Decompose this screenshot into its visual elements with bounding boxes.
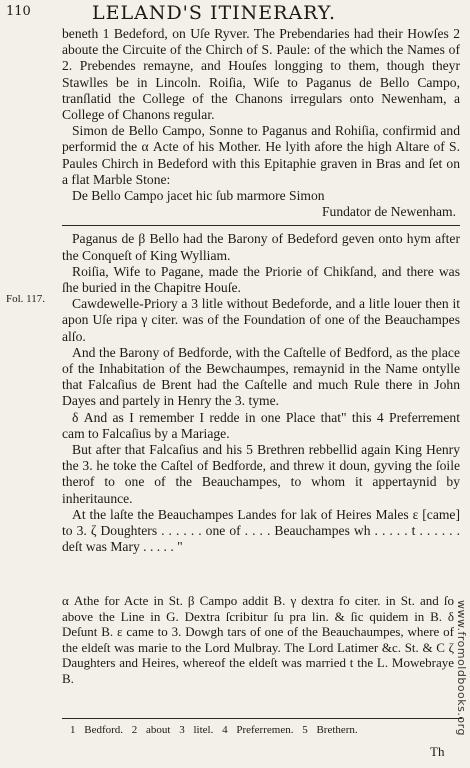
section-divider <box>62 225 460 226</box>
paragraph-4: Paganus de β Bello had the Barony of Bedeford geven onto hym after the Conqueſt of King Wylliam. <box>62 231 460 263</box>
paragraph-9: But after that Falcaſius and his 5 Brethren rebbellid again King Henry the 3. he toke the Caſtel of Bedforde, and threw it doun, gyving the ſoile therof to one of the Beauchampes, to whom it appertaynid by inheritaunce. <box>62 442 460 506</box>
main-text <box>62 26 460 556</box>
paragraph-6: Cawdewelle-Priory a 3 litle without Bedeforde, and a litle louer then it apon Uſe ripa γ citer. was of the Foundation of one of the Beauchampes alſo. <box>62 296 460 344</box>
footnotes: 1 Bedford. 2 about 3 litel. 4 Preferremen. 5 Brethern. <box>70 724 358 736</box>
paragraph-1: beneth 1 Bedeford, on Uſe Ryver. The Prebendaries had their Howſes 2 aboute the Circuite of the Chirch of S. Paule: of the which the Names of 2. Prebendes remayne, and Houſes longging to them, though theyr Stawlles be in Lincoln. Roiſia, Wiſe to Paganus de Bello Campo, tranſlatid the College of the Chanons irregulars onto Newenham, a College of Chanons regular. <box>62 26 460 123</box>
critical-notes <box>62 593 454 687</box>
paragraph-8: δ And as I remember I redde in one Place that" this 4 Preferrement cam to Falcaſius by a Mariage. <box>62 409 460 441</box>
catchword: Th <box>430 744 445 759</box>
watermark-text: www.fromoldbooks.org <box>455 600 468 736</box>
epitaph-line: De Bello Campo jacet hic ſub marmore Simon <box>72 188 325 204</box>
page-number: 110 <box>6 4 31 19</box>
footnote-rule <box>62 718 462 719</box>
paragraph-5: Roiſia, Wife to Pagane, made the Priorie of Chikſand, and there was ſhe buried in the Chapitre Houſe. <box>62 263 460 296</box>
paragraph-2: Simon de Bello Campo, Sonne to Paganus and Rohiſia, confirmid and performid the α Acte of his Mother. He lyith afore the high Altare of S. Paules Chirch in Bedeford with this Epitaphie graven in Bras and ſet on a flat Marble Stone: <box>62 123 460 187</box>
folio-reference: Fol. 117. <box>6 293 46 305</box>
paragraph-10: At the laſte the Beauchampes Landes for lak of Heires Males ε [came] to 3. ζ Doughters . . . . . . one of . . . . Beauchampes wh . . . . . t . . . . . . deſt was Mary . . . . . " <box>62 506 460 555</box>
running-title: LELAND'S ITINERARY. <box>92 2 337 24</box>
paragraph-7: And the Barony of Bedforde, with the Caſtelle of Bedford, as the place of the Inhabitation of the Bewchaumpes, remaynid in the Name ontylle that Falcaſius de Brent had the Caſtelle and much Rule there in John Dayes and partely in Henry the 3. tyme. <box>62 344 460 409</box>
epitaph-signature: Fundator de Newenham. <box>321 204 456 220</box>
variant-notes: α Athe for Acte in St. β Campo addit B. γ dextra fo citer. in St. and ſo above the Line in G. Dextra ſcribitur ſu pra lin. & ſic quidem in B. δ Deſunt B. ε came to 3. Dowgh tars of one of the Beauchaumpes, where of the eldeſt was marie to the Lord Mulbray. The Lord Latimer &c. St. & C ζ Daughters and Heires, whereof the eldeſt was married t the L. Mowebraye B. <box>62 593 454 686</box>
